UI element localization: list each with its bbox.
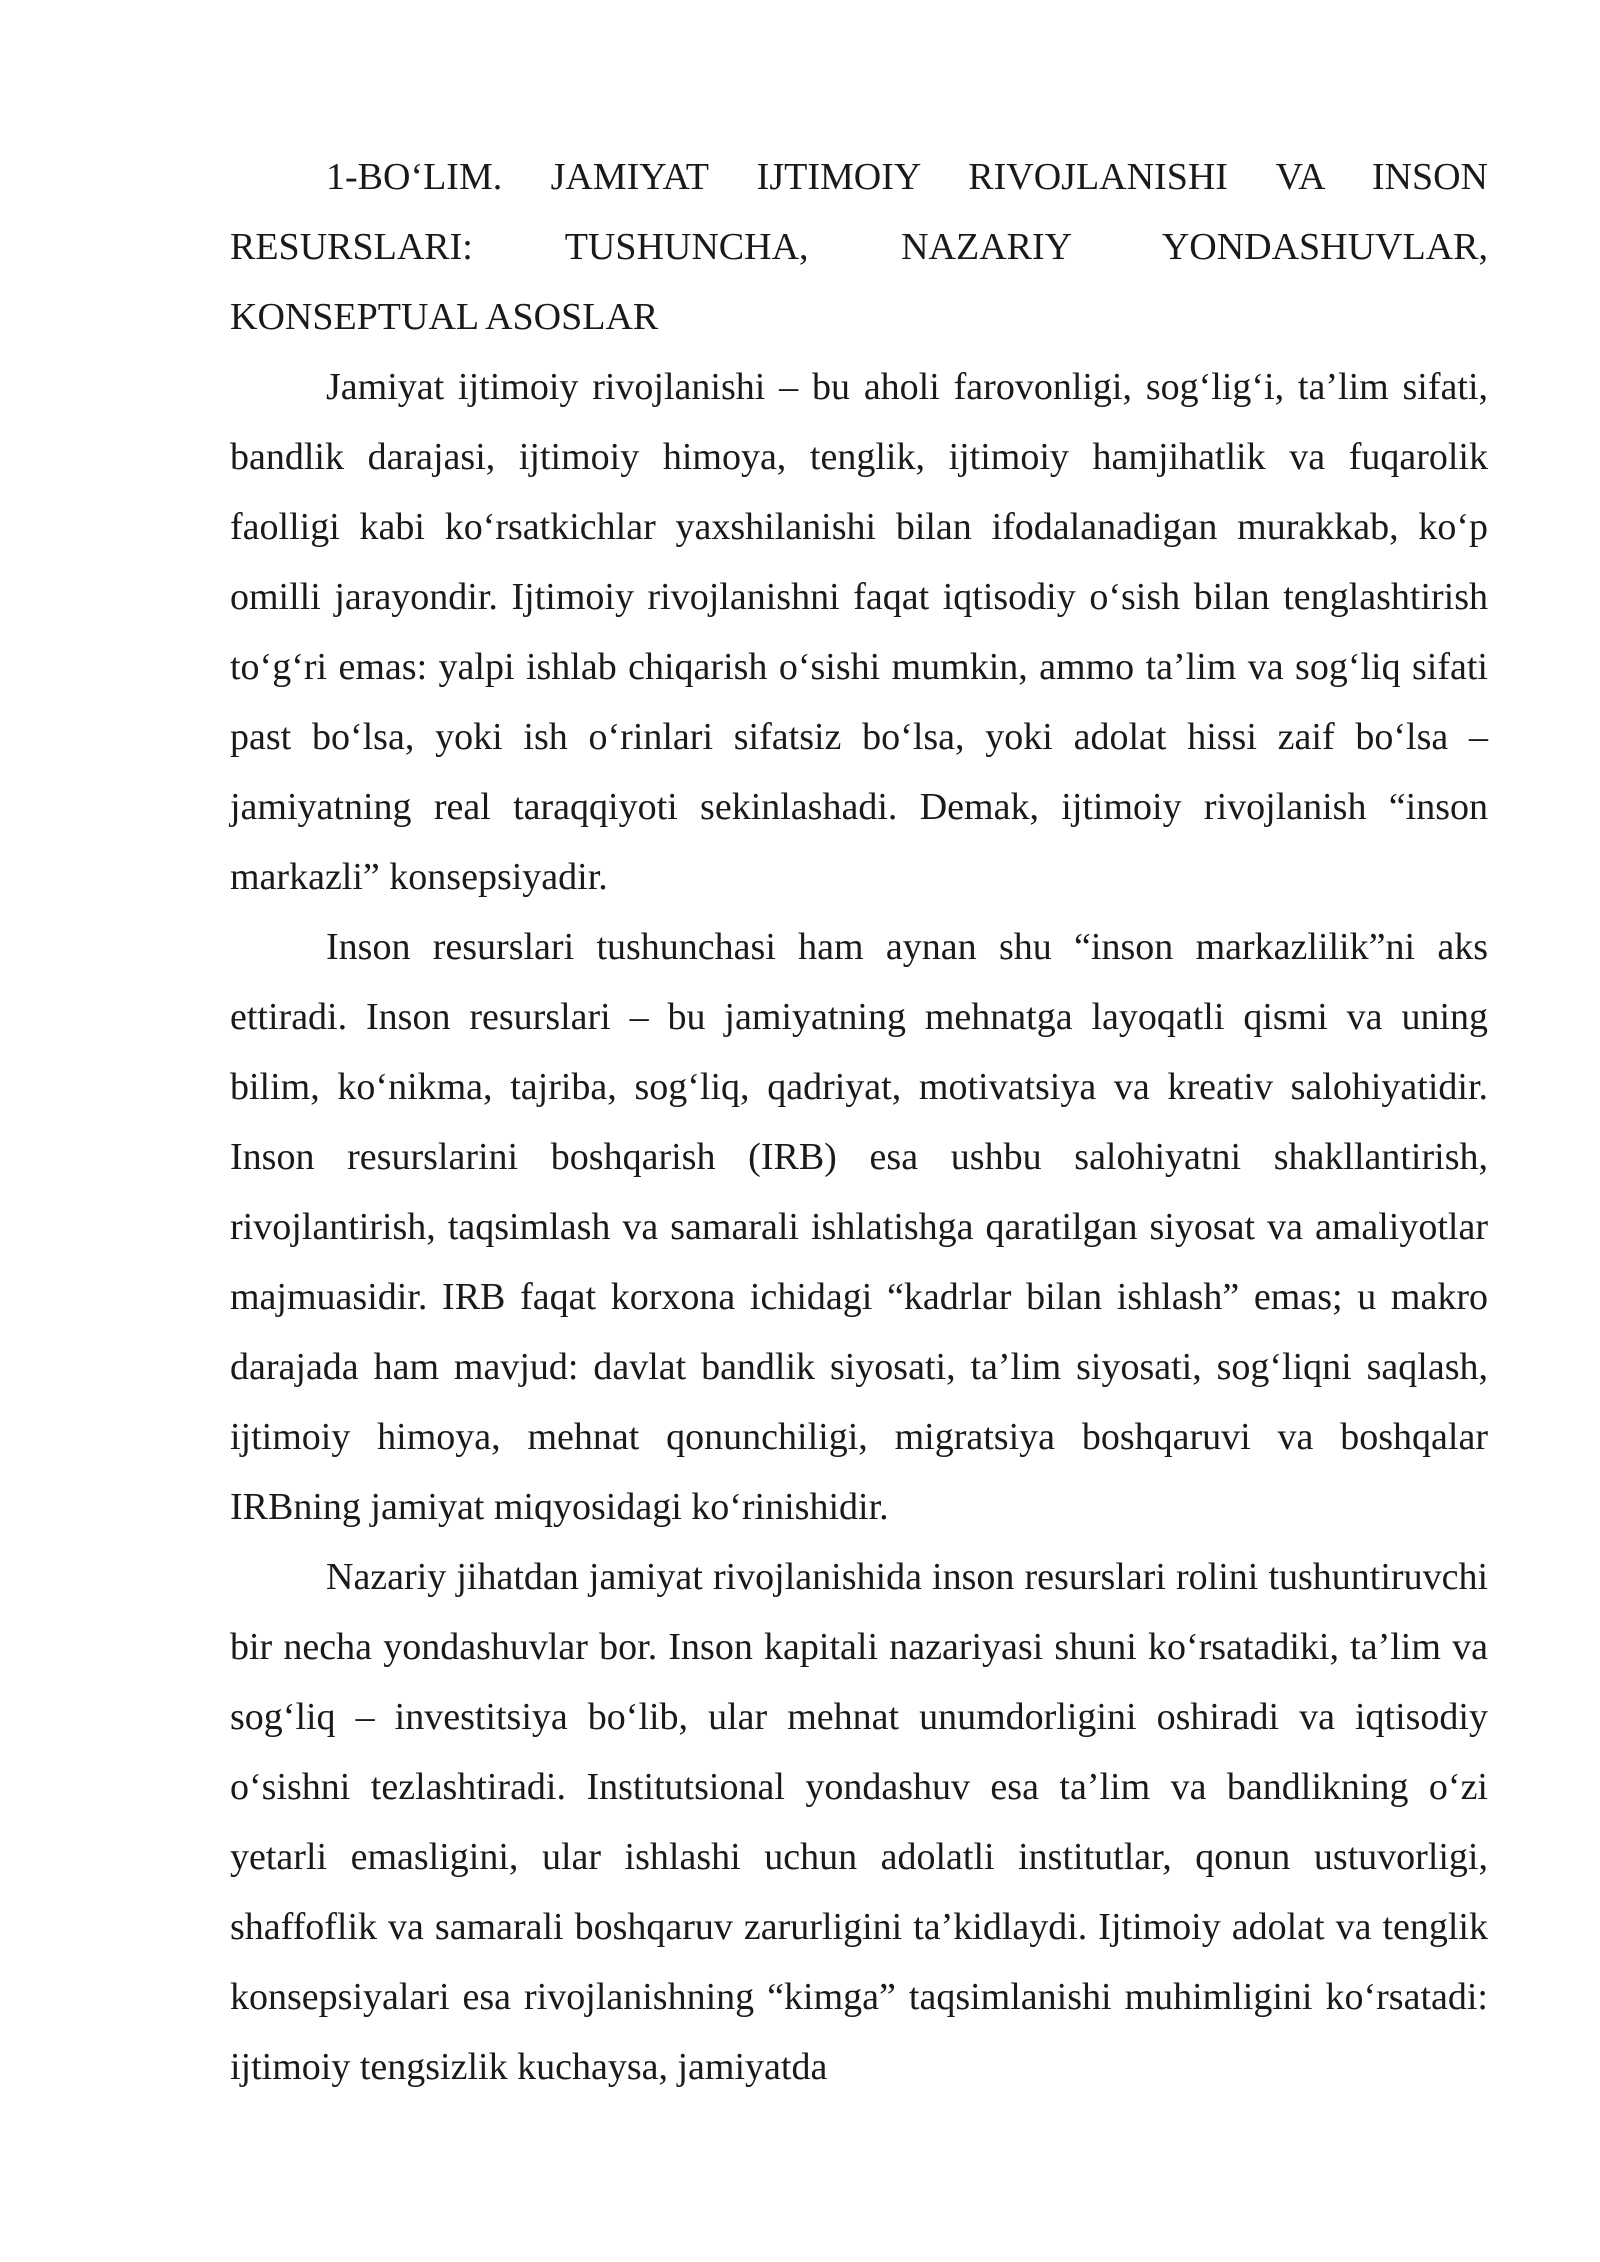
paragraph-2: Inson resurslari tushunchasi ham aynan shu “inson markazlilik”ni aks ettiradi. Inson resurslari – bu jamiyatning mehnatga layoqatli qismi va uning bilim, ko‘nikma, tajriba, sog‘liq, qadriyat, motivatsiya va kreativ salohiyatidir. Inson resurslarini boshqarish (IRB) esa ushbu salohiyatni shakllantirish, rivojlantirish, taqsimlash va samarali ishlatishga qaratilgan siyosat va amaliyotlar majmuasidir. IRB faqat korxona ichidagi “kadrlar bilan ishlash” emas; u makro darajada ham mavjud: davlat bandlik siyosati, ta’lim siyosati, sog‘liqni saqlash, ijtimoiy himoya, mehnat qonunchiligi, migratsiya boshqaruvi va boshqalar IRBning jamiyat miqyosidagi ko‘rinishidir. bbox=[230, 926, 1488, 1528]
paragraph-1: Jamiyat ijtimoiy rivojlanishi – bu aholi farovonligi, sog‘lig‘i, ta’lim sifati, bandlik darajasi, ijtimoiy himoya, tenglik, ijtimoiy hamjihatlik va fuqarolik faolligi kabi ko‘rsatkichlar yaxshilanishi bilan ifodalanadigan murakkab, ko‘p omilli jarayondir. Ijtimoiy rivojlanishni faqat iqtisodiy o‘sish bilan tenglashtirish to‘g‘ri emas: yalpi ishlab chiqarish o‘sishi mumkin, ammo ta’lim va sog‘liq sifati past bo‘lsa, yoki ish o‘rinlari sifatsiz bo‘lsa, yoki adolat hissi zaif bo‘lsa – jamiyatning real taraqqiyoti sekinlashadi. Demak, ijtimoiy rivojlanish “inson markazli” konsepsiyadir. bbox=[230, 366, 1488, 898]
paragraph-3: Nazariy jihatdan jamiyat rivojlanishida inson resurslari rolini tushuntiruvchi bir necha yondashuvlar bor. Inson kapitali nazariyasi shuni ko‘rsatadiki, ta’lim va sog‘liq – investitsiya bo‘lib, ular mehnat unumdorligini oshiradi va iqtisodiy o‘sishni tezlashtiradi. Institutsional yondashuv esa ta’lim va bandlikning o‘zi yetarli emasligini, ular ishlashi uchun adolatli institutlar, qonun ustuvorligi, shaffoflik va samarali boshqaruv zarurligini ta’kidlaydi. Ijtimoiy adolat va tenglik konsepsiyalari esa rivojlanishning “kimga” taqsimlanishi muhimligini ko‘rsatadi: ijtimoiy tengsizlik kuchaysa, jamiyatda bbox=[230, 1556, 1488, 2088]
section-heading: 1-BO‘LIM. JAMIYAT IJTIMOIY RIVOJLANISHI VA INSON RESURSLARI: TUSHUNCHA, NAZARIY YONDASHUVLAR, KONSEPTUAL ASOSLAR bbox=[230, 156, 1488, 338]
document-body bbox=[230, 142, 1488, 2102]
